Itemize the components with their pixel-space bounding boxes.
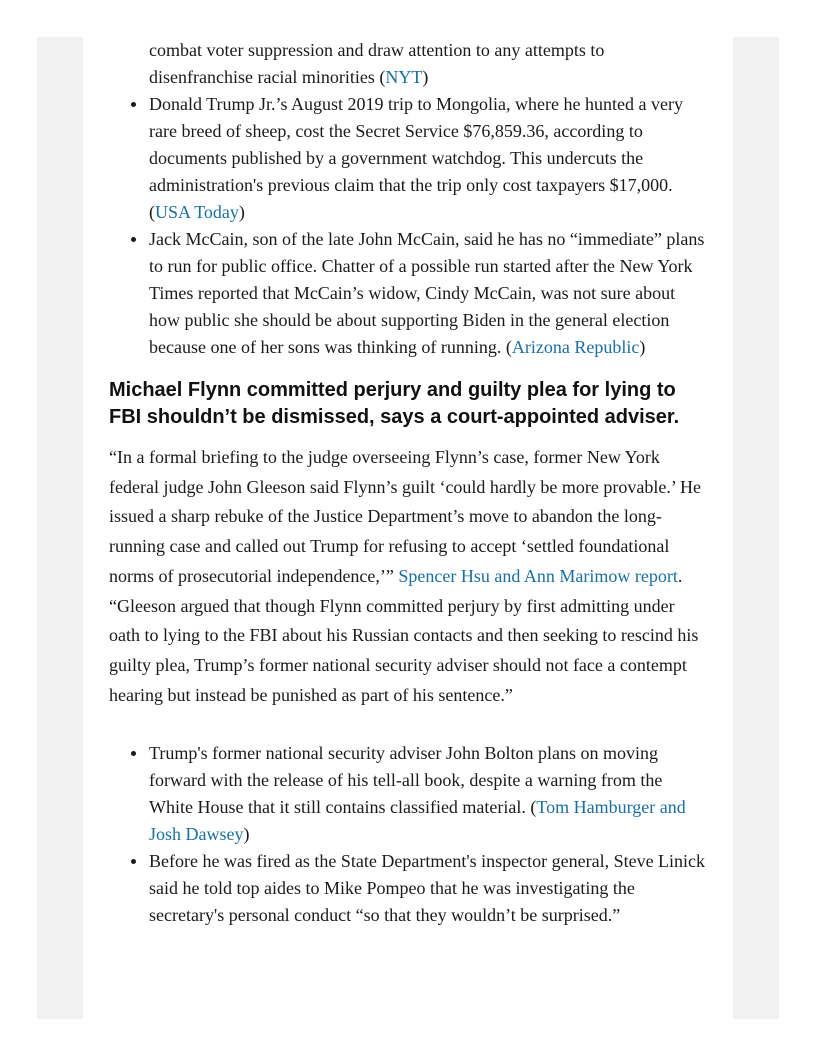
list-item-tail: ) <box>243 824 250 845</box>
right-margin-bar <box>733 37 779 1019</box>
list-item-text: Trump's former national security adviser John Bolton plans on moving forward with the release of his tell-all book, despite a warning from the White House that it still contains classified material. ( <box>149 743 663 818</box>
paragraph-text-start: “In a formal briefing to the judge overseeing Flynn’s case, former New York federal judge John Gleeson said Flynn’s guilt ‘could hardly be more provable.’ He issued a sharp rebuke of the Justice Department’s move to abandon the long-running case and called out Trump for refusing to accept ‘settled foundational norms of prosecutorial independence,’” <box>109 447 702 586</box>
list-item-tail: ) <box>238 202 245 222</box>
list-item-tail: ) <box>639 337 646 357</box>
list-item-text: combat voter suppression and draw attention to any attempts to disenfranchise racial minorities ( <box>149 40 605 87</box>
list-item-text: Jack McCain, son of the late John McCain, said he has no “immediate” plans to run for public office. Chatter of a possible run started after the New York Times reported that McCain’s widow, Cindy McCain, was not sure about how public she should be about supporting Biden in the general election because one of her sons was thinking of running. ( <box>149 229 705 357</box>
news-bullet-list-top <box>109 37 709 361</box>
reporter-link[interactable]: Spencer Hsu and Ann Marimow report <box>398 565 678 586</box>
list-item-tail: ) <box>422 67 429 87</box>
list-item <box>109 226 709 361</box>
section-paragraph <box>109 443 709 710</box>
list-item <box>109 740 709 848</box>
list-item <box>109 848 709 929</box>
article-content <box>109 37 709 929</box>
news-bullet-list-bottom <box>109 740 709 929</box>
source-link-usa-today[interactable]: USA Today <box>155 202 239 222</box>
section-heading: Michael Flynn committed perjury and guilty plea for lying to FBI shouldn’t be dismissed, says a court-appointed adviser. <box>109 379 680 428</box>
left-margin-bar <box>37 37 83 1019</box>
paragraph-text-end: . “Gleeson argued that though Flynn committed perjury by first admitting under oath to lying to the FBI about his Russian contacts and then seeking to rescind his guilty plea, Trump’s former national security adviser should not face a contempt hearing but instead be punished as part of his sentence.” <box>109 565 699 705</box>
list-item-text: Before he was fired as the State Department's inspector general, Steve Linick said he told top aides to Mike Pompeo that he was investigating the secretary's personal conduct “so that they wouldn’t be surprised.” <box>149 851 706 926</box>
source-link-nyt[interactable]: NYT <box>385 67 423 87</box>
list-item-text: Donald Trump Jr.’s August 2019 trip to Mongolia, where he hunted a very rare breed of sheep, cost the Secret Service $76,859.36, according to documents published by a government watchdog. This undercuts the administration's previous claim that the trip only cost taxpayers $17,000. ( <box>149 94 683 222</box>
list-item <box>109 91 709 226</box>
list-item <box>109 37 709 91</box>
source-link-hamburger-dawsey[interactable]: Tom Hamburger and Josh Dawsey <box>149 797 686 845</box>
source-link-arizona-republic[interactable]: Arizona Republic <box>511 337 640 357</box>
